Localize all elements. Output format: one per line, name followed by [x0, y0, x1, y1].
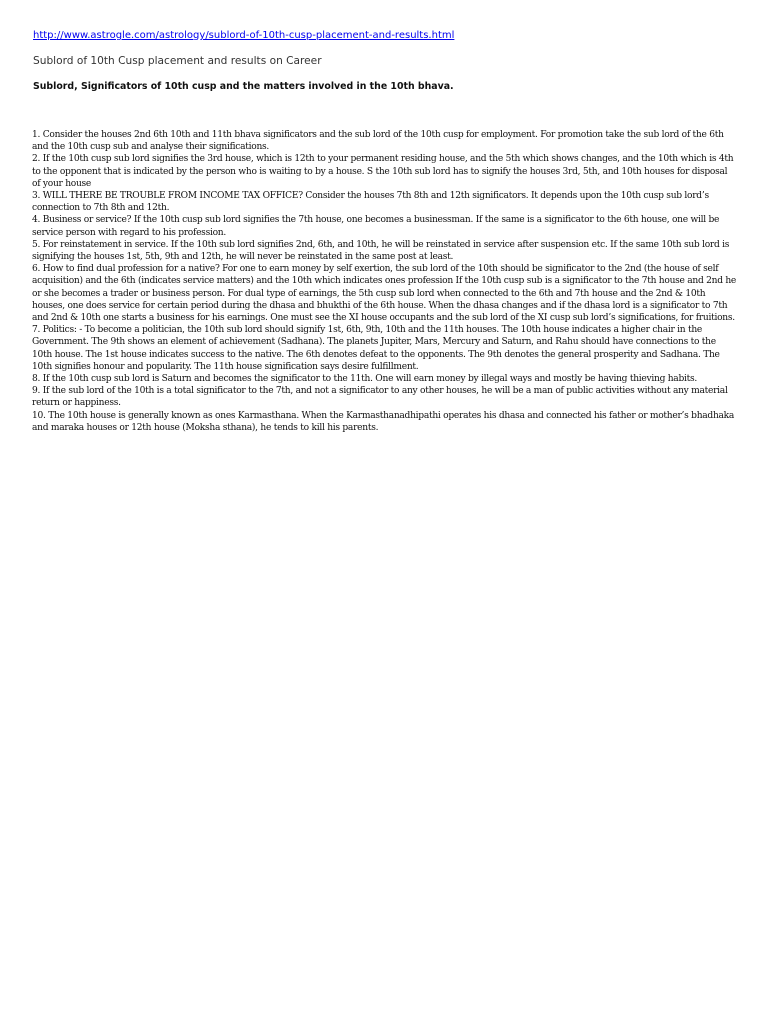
article-body	[32, 129, 738, 434]
source-url-link[interactable]: http://www.astrogle.com/astrology/sublord-of-10th-cusp-placement-and-results.html	[33, 30, 455, 41]
page-title: Sublord of 10th Cusp placement and results on Career	[33, 55, 322, 67]
paragraph-10: 10. The 10th house is generally known as ones Karmasthana. When the Karmasthanadhipathi operates his dhasa and connected his father or mother’s bhadhaka and maraka houses or 12th house (Moksha sthana), he tends to kill his parents.	[32, 410, 735, 433]
paragraph-7: 7. Politics: - To become a politician, the 10th sub lord should signify 1st, 6th, 9th, 10th and the 11th houses. The 10th house indicates a higher chair in the Government. The 9th shows an element of achievement (Sadhana). The planets Jupiter, Mars, Mercury and Saturn, and Rahu should have connections to the 10th house. The 1st house indicates success to the native. The 6th denotes defeat to the opponents. The 9th denotes the general prosperity and Sadhana. The 10th signifies honour and popularity. The 11th house signification says desire fulfillment.	[32, 325, 720, 372]
paragraph-6: 6. How to find dual profession for a native? For one to earn money by self exertion, the sub lord of the 10th should be significator to the 2nd (the house of self acquisition) and the 6th (indicates service matters) and the 10th which indicates ones profession If the 10th cusp sub is a significator to the 7th house and 2nd he or she becomes a trader or business person. For dual type of earnings, the 5th cusp sub lord when connected to the 6th and 7th house and the 2nd & 10th houses, one does service for certain period during the dhasa and bhukthi of the 6th house. When the dhasa changes and if the dhasa lord is a significator to 7th and 2nd & 10th one starts a business for his earnings. One must see the XI house occupants and the sub lord of the XI cusp sub lord’s significations, for fruitions.	[32, 264, 737, 324]
page-subtitle: Sublord, Significators of 10th cusp and the matters involved in the 10th bhava.	[33, 81, 454, 92]
paragraph-2: 2. If the 10th cusp sub lord signifies the 3rd house, which is 12th to your permanent residing house, and the 5th which shows changes, and the 10th which is 4th to the opponent that is indicated by the person who is waiting to by a house. S the 10th sub lord has to signify the houses 3rd, 5th, and 10th houses for disposal of your house	[32, 154, 734, 189]
paragraph-9: 9. If the sub lord of the 10th is a total significator to the 7th, and not a significator to any other houses, he will be a man of public activities without any material return or happiness.	[32, 386, 728, 409]
paragraph-4: 4. Business or service? If the 10th cusp sub lord signifies the 7th house, one becomes a businessman. If the same is a significator to the 6th house, one will be service person with regard to his profession.	[32, 215, 720, 238]
paragraph-5: 5. For reinstatement in service. If the 10th sub lord signifies 2nd, 6th, and 10th, he will be reinstated in service after suspension etc. If the same 10th sub lord is signifying the houses 1st, 5th, 9th and 12th, he will never be reinstated in the same post at least.	[32, 239, 730, 263]
paragraph-8: 8. If the 10th cusp sub lord is Saturn and becomes the significator to the 11th. One will earn money by illegal ways and mostly be having thieving habits.	[32, 374, 697, 385]
paragraph-1: 1. Consider the houses 2nd 6th 10th and 11th bhava significators and the sub lord of the 10th cusp for employment. For promotion take the sub lord of the 6th and the 10th cusp sub and analyse their significations.	[32, 130, 724, 153]
paragraph-3: 3. WILL THERE BE TROUBLE FROM INCOME TAX OFFICE? Consider the houses 7th 8th and 12th significators. It depends upon the 10th cusp sub lord’s connection to 7th 8th and 12th.	[32, 191, 709, 214]
